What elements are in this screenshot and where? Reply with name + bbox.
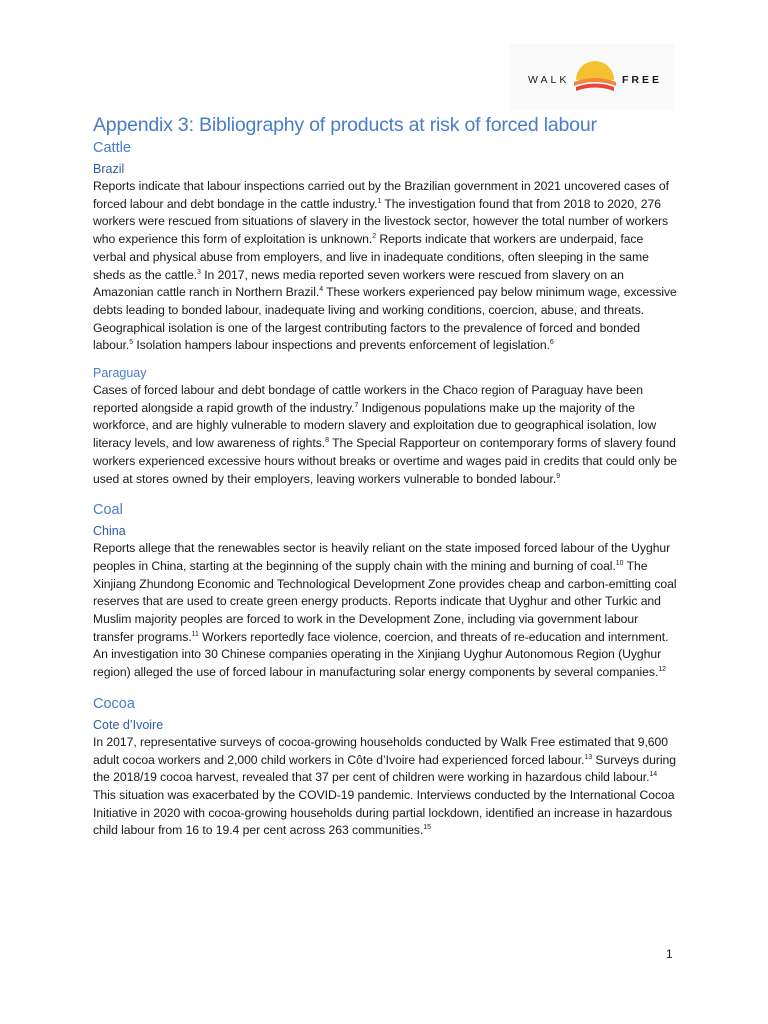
section-heading-coal: Coal [93,502,123,519]
logo-text-free: FREE [622,74,663,86]
footnote-ref: 12 [658,666,666,674]
subheading-cote-divoire: Cote d’Ivoire [93,717,164,732]
footnote-ref: 3 [197,268,201,276]
document-body [93,110,678,840]
page-title: Appendix 3: Bibliography of products at risk of forced labour [93,114,597,136]
paragraph-brazil: Reports indicate that labour inspections carried out by the Brazilian government in 2021 uncovered cases of forced labour and debt bondage in the cattle industry.$^1$ The investigation found that from 2018 to 2020, 276 workers were rescued from situations of slavery in the livestock sector, however the total number of workers who experience this form of exploitation is unknown.$^2$ Reports indicate that workers are underpaid, face verbal and physical abuse from employers, and live in inadequate conditions, often sleeping in the same sheds as the cattle.$^3$ In 2017, news media reported seven workers were rescued from slavery on an Amazonian cattle ranch in Northern Brazil.$^4$ These workers experienced pay below minimum wage, excessive debts leading to bonded labour, inadequate living and working conditions, coercion, abuse, and threats. Geographical isolation is one of the largest contributing factors to the prevalence of forced and bonded labour.$^5$ Isolation hampers labour inspections and prevents enforcement of legislation.$^6$ [93,179,677,353]
footnote-ref: 14 [649,771,658,779]
footnote-ref: 4 [319,286,324,294]
section-heading-cocoa: Cocoa [93,695,135,712]
section-heading-cattle: Cattle [93,140,131,156]
footnote-ref: 1 [377,197,382,205]
subheading-china: China [93,524,126,539]
paragraph-paraguay: Cases of forced labour and debt bondage of cattle workers in the Chaco region of Paraguay have been reported alongside a rapid growth of the industry.$^7$ Indigenous populations make up the majority of the workforce, and are highly vulnerable to modern slavery and exploitation due to geographical isolation, low literacy levels, and low awareness of rights.$^8$ The Special Rapporteur on contemporary forms of slavery found workers experienced excessive hours without breaks or overtime and wages paid in credits that could only be used at stores owned by their employers, leaving workers vulnerable to bonded labour.$^9$ [93,383,678,486]
footnote-ref: 8 [325,437,329,445]
paragraph-china: Reports allege that the renewables sector is heavily reliant on the state imposed forced labour of the Uyghur peoples in China, starting at the beginning of the supply chain with the mining and burning of coal.$^{10}$ The Xinjiang Zhundong Economic and Technological Development Zone provides cheap and carbon-emitting coal reserves that are used to create green energy products. Reports indicate that Uyghur and other Turkic and Muslim majority peoples are forced to work in the Development Zone, including via government labour transfer programs.$^{11}$ Workers reportedly face violence, coercion, and threats of re-education and internment. An investigation into 30 Chinese companies operating in the Xinjiang Uyghur Autonomous Region (Uyghur region) alleged the use of forced labour in manufacturing solar energy components by several companies.$^{12}$ [93,541,677,680]
paragraph-cote-divoire: In 2017, representative surveys of cocoa-growing households conducted by Walk Free estimated that 9,600 adult cocoa workers and 2,000 child workers in Côte d’Ivoire had experienced forced labour.$^{13}$ Surveys during the 2018/19 cocoa harvest, revealed that 37 per cent of children were working in hazardous child labour.$^{14}$ This situation was exacerbated by the COVID-19 pandemic. Interviews conducted by the International Cocoa Initiative in 2020 with cocoa-growing households during partial lockdown, identified an increase in hazardous child labour from 16 to 19.4 per cent across 263 communities.$^{15}$ [93,734,676,838]
subheading-paraguay: Paraguay [93,366,147,381]
footnote-ref: 13 [584,753,593,761]
walk-free-logo [510,44,674,110]
footnote-ref: 11 [191,630,199,638]
footnote-ref: 5 [129,339,134,347]
footnote-ref: 7 [354,401,359,409]
sun-logo-icon [572,60,618,94]
footnote-ref: 2 [372,233,377,241]
page-number: 1 [666,947,673,961]
subheading-brazil: Brazil [93,162,125,176]
footnote-ref: 6 [549,339,554,347]
footnote-ref: 10 [615,559,624,567]
logo-text-walk: WALK [528,74,570,86]
footnote-ref: 9 [556,472,561,480]
footnote-ref: 15 [423,824,431,832]
